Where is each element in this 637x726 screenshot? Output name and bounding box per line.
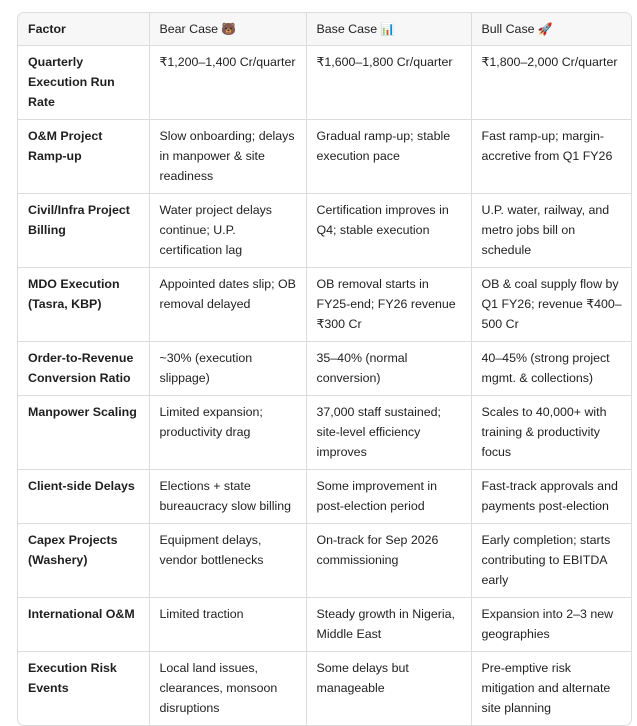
cell-bull: ₹1,800–2,000 Cr/quarter [471,46,631,120]
table-row [18,120,631,194]
header-bull-label: Bull Case [481,22,535,36]
cell-factor: International O&M [18,598,149,652]
cell-factor: Order-to-Revenue Conversion Ratio [18,342,149,396]
cell-bull: U.P. water, railway, and metro jobs bill on schedule [471,194,631,268]
table-row [18,342,631,396]
header-base-case [306,13,471,46]
cell-base: On-track for Sep 2026 commissioning [306,524,471,598]
cell-base: 35–40% (normal conversion) [306,342,471,396]
cell-bear: Equipment delays, vendor bottlenecks [149,524,306,598]
cell-factor: O&M Project Ramp-up [18,120,149,194]
table-row [18,46,631,120]
cell-factor: Manpower Scaling [18,396,149,470]
table-row [18,652,631,726]
cell-bear: Limited traction [149,598,306,652]
cell-factor: Client-side Delays [18,470,149,524]
cell-bull: Pre-emptive risk mitigation and alternate site planning [481,661,611,715]
header-bull-case [471,13,631,46]
cell-bull: Fast-track approvals and payments post-election [471,470,631,524]
cell-base: Gradual ramp-up; stable execution pace [306,120,471,194]
header-bear-label: Bear Case [159,22,219,36]
table-row [18,268,631,342]
cell-factor: Execution Risk Events [18,652,149,726]
table-row [18,194,631,268]
cell-base: ₹1,600–1,800 Cr/quarter [306,46,471,120]
cell-bear: ~30% (execution slippage) [149,342,306,396]
cell-base: Some improvement in post-election period [306,470,471,524]
table-row [18,470,631,524]
cell-factor: Civil/Infra Project Billing [18,194,149,268]
cell-bull: OB & coal supply flow by Q1 FY26; revenue ₹400–500 Cr [471,268,631,342]
cell-base: Certification improves in Q4; stable execution [306,194,471,268]
cell-bull: 40–45% (strong project mgmt. & collections) [471,342,631,396]
header-base-label: Base Case [316,22,378,36]
cell-bear: Elections + state bureaucracy slow billing [149,470,306,524]
scenario-table-container [17,12,632,726]
cell-bear: Water project delays continue; U.P. certification lag [149,194,306,268]
bear-icon: 🐻 [221,22,236,36]
header-factor: Factor [18,13,149,46]
cell-bear: Slow onboarding; delays in manpower & site readiness [149,120,306,194]
rocket-icon: 🚀 [537,22,553,36]
table-row [18,598,631,652]
cell-bear: Appointed dates slip; OB removal delayed [149,268,306,342]
cell-bull: Scales to 40,000+ with training & productivity focus [471,396,631,470]
table-row [18,396,631,470]
cell-factor: Quarterly Execution Run Rate [18,46,149,120]
cell-bear: Local land issues, clearances, monsoon disruptions [149,652,306,726]
table-header-row [18,13,631,46]
bar-chart-icon: 📊 [380,22,396,36]
cell-bull: Expansion into 2–3 new geographies [471,598,631,652]
cell-bear: ₹1,200–1,400 Cr/quarter [149,46,306,120]
cell-bull: Fast ramp-up; margin-accretive from Q1 FY26 [471,120,631,194]
cell-factor: MDO Execution (Tasra, KBP) [18,268,149,342]
header-bear-case [149,13,306,46]
cell-base: Some delays but manageable [306,652,471,726]
cell-factor: Capex Projects (Washery) [18,524,149,598]
cell-bull: Early completion; starts contributing to EBITDA early [471,524,631,598]
cell-base: OB removal starts in FY25-end; FY26 revenue ₹300 Cr [306,268,471,342]
table-row [18,524,631,598]
scenario-table [18,13,631,725]
cell-bear: Limited expansion; productivity drag [149,396,306,470]
cell-base: Steady growth in Nigeria, Middle East [306,598,471,652]
cell-base: 37,000 staff sustained; site-level efficiency improves [306,396,471,470]
